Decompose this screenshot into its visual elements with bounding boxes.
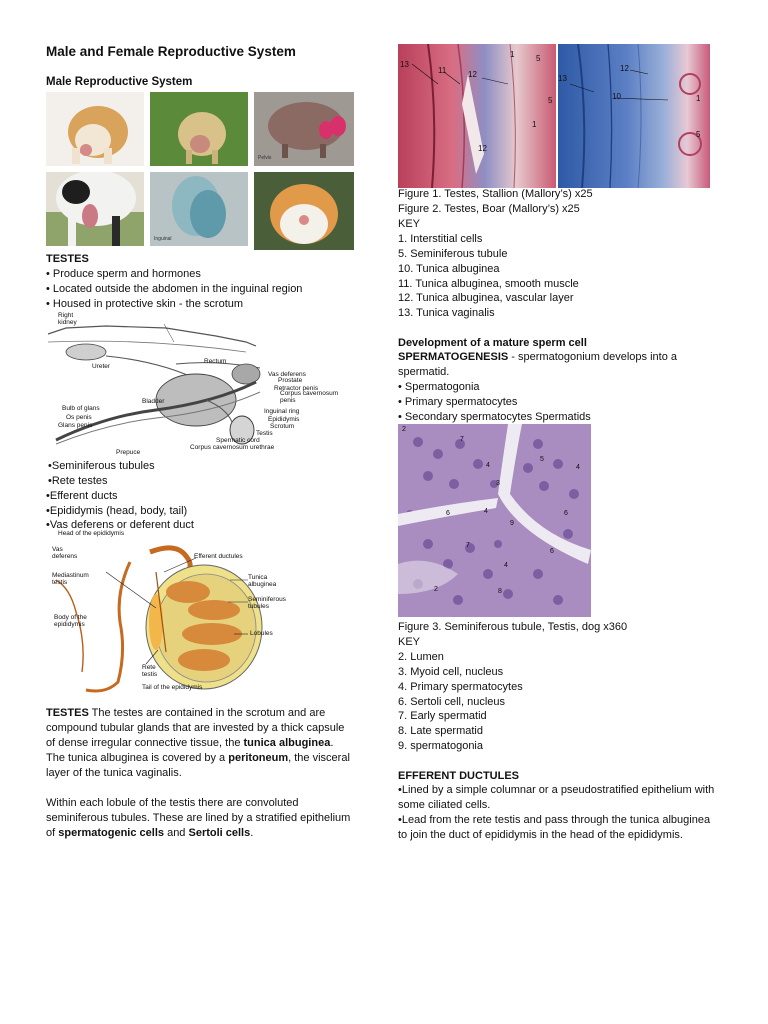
paragraph-text: and [164,827,189,839]
structure-item: •Epididymis (head, body, tail) [46,505,188,517]
fig3-label: 5 [540,456,544,463]
term-peritoneum: peritoneum [228,752,289,764]
micro-label: 11 [438,66,447,75]
photo-scrotum-closeup [150,172,248,246]
structure-item: •Efferent ducts [46,490,118,502]
anatomy-label: Spermatic cord [216,437,260,444]
anatomy-diagram [46,312,358,458]
photo-dog-grass [150,92,248,166]
micro-label: 12 [620,64,629,73]
anatomy-label: Prostate [278,377,303,384]
fig3-label: 2 [402,426,406,433]
anatomy-label: Prepuce [116,449,141,456]
key-item: 10. Tunica albuginea [398,263,500,275]
anatomy-label: Bladder [142,398,165,405]
term-tunica-albuginea: tunica albuginea [243,737,331,749]
anatomy-label: Rectum [204,358,227,365]
lobule-paragraph [46,796,351,841]
fig3-label: 9 [510,520,514,527]
development-item: • Secondary spermatocytes Spermatids [398,411,591,423]
photo-dog-rear-orange [254,172,354,250]
fig3-label: 4 [484,508,488,515]
micro-label: 10 [612,92,621,101]
fig3-label: 4 [576,464,580,471]
testis-label: Mediastinum testis [52,572,89,586]
paragraph-text: . The tunica albuginea is covered by a [46,737,334,764]
key-item: 2. Lumen [398,651,444,663]
anatomy-label: Glans penis [58,422,93,429]
term-spermatogenic-cells: spermatogenic cells [58,827,165,839]
testes-heading: TESTES [46,253,89,265]
testes-item: • Located outside the abdomen in the inguinal region [46,283,303,295]
fig3-label: 7 [460,436,464,443]
key-item: 13. Tunica vaginalis [398,307,495,319]
micro-label: 5 [536,54,541,63]
figure-caption-1: Figure 1. Testes, Stallion (Mallory’s) x25 [398,188,593,200]
figure-caption-2: Figure 2. Testes, Boar (Mallory’s) x25 [398,203,580,215]
key-item: 9. spermatogonia [398,740,483,752]
fig3-label: 6 [446,510,450,517]
fig3-label: 3 [496,480,500,487]
key-item: 5. Seminiferous tubule [398,248,508,260]
anatomy-label: Retractor penis [274,385,319,392]
key-heading: KEY [398,636,421,648]
testis-label: Seminiferous tubules [248,596,286,610]
paragraph-text: - spermatogonium develops into a spermatid. [398,351,677,378]
testis-label: Head of the epididymis [58,530,125,537]
anatomy-label: Corpus cavernosum penis [280,390,339,404]
micro-label: 5 [548,96,553,105]
micro-label: 13 [558,74,567,83]
micro-label: 12 [468,70,477,79]
testis-label: Vas deferens [52,546,78,560]
testis-label: Efferent ductules [194,553,243,560]
structure-item: •Rete testes [48,475,108,487]
testis-diagram [46,532,292,702]
page-title: Male and Female Reproductive System [46,44,296,59]
testis-label: Tail of the epididymis [142,684,203,691]
development-heading: Development of a mature sperm cell [398,337,587,349]
fig3-label: 8 [498,588,502,595]
anatomy-label: Os penis [66,414,92,421]
anatomy-label: Epididymis [268,416,300,423]
anatomy-label: Corpus cavernosum urethrae [190,444,275,451]
development-item: • Primary spermatocytes [398,396,518,408]
testes-item: • Produce sperm and hormones [46,268,201,280]
fig3-label: 6 [550,548,554,555]
photo-puppy-rear [46,92,144,166]
testis-label: Body of the epididymis [54,614,87,628]
efferent-item: •Lead from the rete testis and pass through the tunica albuginea to join the duct of epididymis in the head of the epididymis. [398,814,711,841]
key-item: 8. Late spermatid [398,725,483,737]
anatomy-label: Inguinal ring [264,408,300,415]
term-sertoli-cells: Sertoli cells [188,827,251,839]
anatomy-label: Bulb of glans [62,405,100,412]
figure-caption-3: Figure 3. Seminiferous tubule, Testis, dog x360 [398,621,628,633]
key-item: 4. Primary spermatocytes [398,681,523,693]
micro-label: 1 [696,94,701,103]
fig3-label: 7 [466,542,470,549]
spermatogenesis-term: SPERMATOGENESIS [398,351,509,363]
fig3-label: 6 [564,510,568,517]
structure-item: •Vas deferens or deferent duct [46,519,194,531]
paragraph-text: Within each lobule of the testis there are convoluted seminiferous tubules. These are lined by a stratified epithelium of [46,797,351,839]
anatomy-label: Scrotum [270,423,295,430]
key-item: 12. Tunica albuginea, vascular layer [398,292,574,304]
testes-paragraph [46,706,351,781]
micro-label: 5 [696,130,701,139]
micrograph-figures-1-2 [398,44,710,188]
anatomy-label: Testis [256,430,273,437]
key-item: 11. Tunica albuginea, smooth muscle [398,278,579,290]
testis-label: Rete testis [142,664,158,678]
fig3-label: 4 [486,462,490,469]
structure-item: •Seminiferous tubules [48,460,155,472]
fig3-label: 2 [434,586,438,593]
fig3-label: 4 [504,562,508,569]
anatomy-label: Vas deferens [268,371,306,378]
key-item: 6. Sertoli cell, nucleus [398,696,505,708]
key-item: 1. Interstitial cells [398,233,483,245]
photo-caption: Inguinal [154,236,172,242]
efferent-heading: EFFERENT DUCTULES [398,770,519,782]
micro-label: 1 [532,120,537,129]
photo-caption: Pelvis [258,155,272,161]
testis-label: Lobules [250,630,273,637]
anatomy-label: Right kidney [58,312,77,326]
micrograph-figure-3 [398,424,591,617]
micro-label: 13 [400,60,409,69]
photo-pig [254,92,354,166]
micro-label: 1 [510,50,515,59]
section-heading-male: Male Reproductive System [46,76,193,88]
testes-paragraph-lead: TESTES [46,707,89,719]
paragraph-text: , the visceral layer of the tunica vaginalis. [46,752,350,779]
efferent-item: •Lined by a simple columnar or a pseudostratified epithelium with some ciliated cells. [398,784,715,811]
testes-item: • Housed in protective skin - the scrotum [46,298,244,310]
paragraph-text: . [250,827,254,839]
anatomy-label: Ureter [92,363,111,370]
key-heading: KEY [398,218,421,230]
testis-label: Tunica albuginea [248,574,277,588]
photo-cow [46,172,144,246]
key-item: 3. Myoid cell, nucleus [398,666,504,678]
micro-label: 12 [478,144,487,153]
paragraph-text: The testes are contained in the scrotum and are compound tubular glands that are invested by a thick capsule of dense irregular connective tissue, the [46,707,345,749]
spermatogenesis-definition [398,350,698,380]
development-item: • Spermatogonia [398,381,480,393]
key-item: 7. Early spermatid [398,710,487,722]
